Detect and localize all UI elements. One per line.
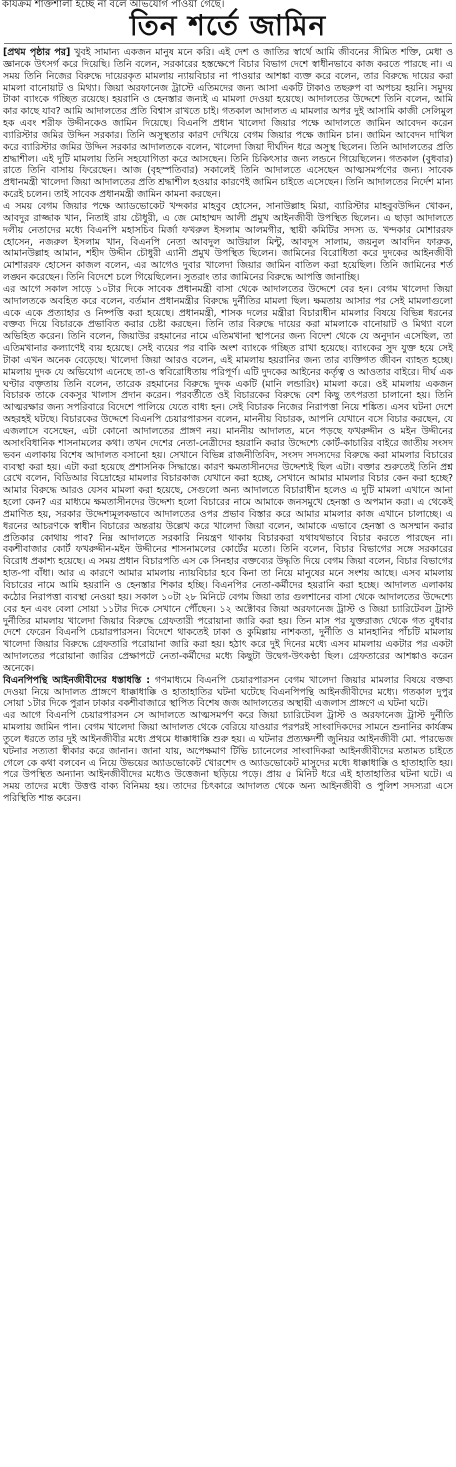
previous-article-snippet: কাযক্রম শাক্তশালী হচ্ছে না বলে অভিযোগ পাওয়া গেছে। [2,0,225,9]
article-paragraph-3: এর আগে সকাল সাড়ে ১০টার দিকে সাবেক প্রধানমন্ত্রী বাসা থেকে আদালতের উদ্দেশে বের হন। বেগম খালেদা জিয়া আদালতকে অবহিত করে বলেন, বর্তমান প্রধানমন্ত্রীর বিরুদ্ধে দুর্নীতির মামলা ছিল। ক্ষমতায় আসার পর সেই মামলাগুলো একে একে প্রত্যাহার ও নিষ্পত্তি করা হয়েছে। প্রধানমন্ত্রী, শাসক দলের মন্ত্রীরা বিচারাধীন মামলার বিষয়ে বিভিন্ন ধরনের বক্তব্য দিয়ে বিচারকে প্রভাবিত করার চেষ্টা করছেন। তিনি তার বিরুদ্ধে দায়ের করা মামলাকে বানোয়াট ও মিথ্যা বলে অভিহিত করেন। তিনি বলেন, জিয়াউর রহমানের নামে এতিমখানা স্থাপনের জন্য বিদেশ থেকে যে অনুদান এসেছিল, তা এতিমখানার কল্যাণেই ব্যয় হয়েছে। সেই ব্যয়ের পর বাকি অংশ ব্যাংকে গচ্ছিত রাখা হয়েছে। ব্যাংকের সুদ যুক্ত হয়ে সেই টাকা এখন অনেক বেড়েছে। খালেদা জিয়া আরও বলেন, এই মামলায় হয়রানির জন্য তার ব্যক্তিগত জীবন ব্যাহত হচ্ছে। মামলায় দুদক যে অভিযোগ এনেছে তা-ও স্ববিরোধিতায় পরিপূর্ণ। এটি দুদকের আইনের কর্তৃত্ব ও আওতার বাইরে। দীর্ঘ এক ঘণ্টার বক্তৃতায় তিনি বলেন, তারেক রহমানের বিরুদ্ধে দুদক একটি (মানি লন্ডারিং) মামলা করে। ওই মামলায় একজন বিচারক তাকে বেকসুর খালাস প্রদান করেন। পরবর্তীতে ওই বিচারকের বিরুদ্ধে বেশ কিছু তৎপরতা চালানো হয়। তিনি আত্মরক্ষার জন্য সপরিবারে বিদেশে পালিয়ে যেতে বাধ্য হন। সেই বিচারক নিজের নিরাপত্তা নিয়ে শঙ্কিত। এসব ঘটনা দেশে অহরহই ঘটছে। বিচারকের উদ্দেশে বিএনপি চেয়ারপারসন বলেন, মাননীয় বিচারক, আপনি যেখানে বসে বিচার করছেন, যে এজলাসে বসেছেন, এটা কোনো আদালতের প্রাঙ্গণ নয়। মাননীয় আদালত, মনে পড়ছে ফখরুদ্দীন ও মইন উদ্দীনের অসাংবিধানিক শাসনামলের কথা। তখন দেশের নেতা-নেত্রীদের হয়রানি করার উদ্দেশ্যে কোর্ট-কাচারির বাইরে জাতীয় সংসদ ভবন এলাকায় বিশেষ আদালত বসানো হয়। সেখানে বিভিন্ন রাজনীতিবিদ, সংসদ সদস্যদের বিরুদ্ধে করা মামলার বিচারের ব্যবস্থা করা হয়। এটা করা হয়েছে প্রশাসনিক সিদ্ধান্তে। কারণ ক্ষমতাসীনদের উদ্দেশ্যই ছিল এটা। বক্তার শুরুতেই তিনি প্রশ্ন রেখে বলেন, বিডিআর বিদ্রোহের মামলার বিচারকাজ যেখানে করা হচ্ছে, সেখানে আমার মামলার বিচার কেন করা হচ্ছে? আমার বিরুদ্ধে আরও যেসব মামলা করা হয়েছে, সেগুলো অন্য আদালতে বিচারাধীন হলেও এ দুটি মামলা এখানে আনা হলো কেন? এর মাধ্যমে ক্ষমতাসীনদের উদ্দেশ্য হলো বিচারের নামে আমাকে জনসমুখে হেনস্তা ও অপমান করা। এ থেকেই প্রমাণিত হয়, সরকার উদ্দেশ্যমূলকভাবে আদালতের ওপর প্রভাব বিস্তার করে আমার মামলার কাজ এখানে চালাচ্ছে। এ ধরনের আচরণকে স্বাধীন বিচারের অন্তরায় উল্লেখ করে খালেদা জিয়া বলেন, আমাকে এভাবে হেনস্তা ও অসম্মান করার প্রতিকার কোথায় পাব? নিম্ন আদালতে সরকারি নিয়ন্ত্রণ থাকায় বিচারকরা যথাযথভাবে বিচার করতে পারছেন না। বকশীবাজার কোর্ট ফখরুদ্দীন-মইন উদ্দীনের শাসনামলের কোর্টের মতো। তিনি বলেন, বিচার বিভাগের সঙ্গে সরকারের বিরোধ প্রকাশ্য হয়েছে। এ সময় প্রধান বিচারপতি এস কে সিনহার বক্তব্যের উদ্ধৃতি দিয়ে বেগম জিয়া বলেন, বিচার বিভাগের হাত-পা বাঁধা। আর এ কারণে আমার মামলায় ন্যায়বিচার হবে কিনা তা নিয়ে মানুষের মনে সংশয় আছে। এসব মামলায় বিচারের নামে আমি হয়রানি ও হেনস্তার শিকার হচ্ছি। বিএনপির নেতা-কর্মীদের হয়রানি করা হচ্ছে। আদালত এলাকায় কঠোর নিরাপত্তা ব্যবস্থা নেওয়া হয়। সকাল ১০টা ২৮ মিনিটে বেগম জিয়া তার গুলশানের বাসা থেকে আদালতের উদ্দেশ্যে বের হন এবং বেলা সোয়া ১১টার দিকে সেখানে পৌঁছেন। ১২ অক্টোবর জিয়া অরফানেজ ট্রাস্ট ও জিয়া চ্যারিটেবল ট্রাস্ট দুর্নীতির মামলায় খালেদা জিয়ার বিরুদ্ধে গ্রেফতারী পরোয়ানা জারি করা হয়। তিন মাস পর যুক্তরাজ্য থেকে গত বুধবার দেশে ফেরেন বিএনপি চেয়ারপারসন। বিদেশে থাকতেই ঢাকা ও কুমিল্লায় নাশকতা, দুর্নীতি ও মানহানির পাঁচটি মামলায় খালেদা জিয়ার বিরুদ্ধে গ্রেফতারি পরোয়ানা জারি করা হয়। হঠাৎ করে দুই দিনের মধ্যে এসব মামলায় একটার পর একটা আদালতের পরোয়ানা জারির প্রেক্ষাপটে নেতা-কর্মীদের মধ্যে কিছুটা উদ্বেগ-উৎকণ্ঠা ছিল। গ্রেফতারের আশঙ্কাও করেন অনেকে। [3,283,453,674]
article-body [0,44,456,805]
paragraph-text: গণমাধ্যমে বিএনপি চেয়ারপারসন বেগম খালেদা জিয়ার মামলার বিষয়ে বক্তব্য দেওয়া নিয়ে আদালত প্রাঙ্গণে ধাক্কাধাক্কি ও হাতাহাতির ঘটনা ঘটেছে বিএনপিপন্থি আইনজীবীদের মধ্যে। গতকাল দুপুর সোয়া ১টার দিকে পুরান ঢাকার বকশীবাজারে স্থাপিত বিশেষ জজ আদালতের অস্থায়ী এজলাস প্রাঙ্গণে এ ঘটনা ঘটে। [3,674,453,710]
continuation-tag: [প্রথম পৃষ্ঠার পর] [3,47,71,58]
article-paragraph-2: এ সময় বেগম জিয়ার পক্ষে অ্যাডভোকেট খন্দকার মাহবুব হোসেন, সানাউল্লাহ মিয়া, ব্যারিস্টার মাহবুবউদ্দিন খোকন, আবদুর রাজ্জাক খান, নিতাই রায় চৌধুরী, এ জে মোহাম্মদ আলী প্রমুখ আইনজীবী উপস্থিত ছিলেন। এ ছাড়া আদালতে দলীয় নেতাদের মধ্যে বিএনপি মহাসচিব মির্জা ফখরুল ইসলাম আলমগীর, স্থায়ী কমিটির সদস্য ড. খন্দকার মোশাররফ হোসেন, নজরুল ইসলাম খান, বিএনপি নেতা আবদুল আউয়াল মিন্টু, আবদুস সালাম, জয়নুল আবদিন ফারুক, আমানউল্লাহ আমান, শহীদ উদ্দীন চৌধুরী এ্যানী প্রমুখ উপস্থিত ছিলেন। জামিনের বিরোধিতা করে দুদকের আইনজীবী মোশাররফ হোসেন কাজল বলেন, এর আগেও দুবার খালেদা জিয়ার জামিন বাতিল করা হয়েছিল। তিনি জামিনের শর্ত লঙ্ঘন করেছেন। তিনি বিদেশে চলে গিয়েছিলেন। সুতরাং তার জামিনের বিরুদ্ধে আপত্তি জানাচ্ছি। [3,200,453,284]
subheading: বিএনপিপন্থি আইনজীবীদের ধস্তাধস্তি : [3,674,151,686]
article-paragraph-5: এর আগে বিএনপি চেয়ারপারসন সে আদালতে আত্মসমর্পণ করে জিয়া চ্যারিটেবল ট্রাস্ট ও অরফানেজ ট্রাস্ট দুর্নীতি মামলায় জামিন পান। বেগম খালেদা জিয়া আদালত থেকে বেরিয়ে যাওয়ার পরপরই সাংবাদিকদের সামনে শুনানির কার্যক্রম তুলে ধরতে তার দুই আইনজীবীর মধ্যে প্রথমে ধাক্কাধাক্কি শুরু হয়। এ ঘটনার প্রত্যক্ষদর্শী জুনিয়র আইনজীবী মো. পারভেজ ঘটনার সত্যতা স্বীকার করে জানান। জানা যায়, অপেক্ষমাণ টিভি চ্যানেলের সাংবাদিকরা আইনজীবীদের মতামত চাইতে গেলে কে কথা বলবেন এ নিয়ে উভয়ের অ্যাডভোকেট খোরশেদ ও অ্যাডভোকেট মাসুদের মধ্যে ধাক্কাধাক্কি ও হাতাহাতি হয়। পরে উপস্থিত অন্যান্য আইনজীবীদের মধ্যেও উত্তেজনা ছড়িয়ে পড়ে। প্রায় ৫ মিনিট ধরে এই হাতাহাতির ঘটনা ঘটে। এ সময় তাদের মধ্যে উত্তপ্ত বাক্য বিনিময় হয়। তাদের চিৎকারে আদালত থেকে অন্য আইনজীবী ও পুলিশ সদস্যরা এসে পরিস্থিতি শান্ত করেন। [3,710,453,805]
headline: তিন শর্তে জামিন [4,9,452,44]
article-paragraph-4 [3,675,453,711]
paragraph-text: খুবই সামান্য একজন মানুষ মনে করি। এই দেশ ও জাতির স্বার্থে আমি জীবনের সীমিত শক্তি, মেধা ও জ্ঞানকে উৎসর্গ করে দিয়েছি। তিনি বলেন, সরকারের হস্তক্ষেপে বিচার বিভাগ দেশে স্বাধীনভাবে কাজ করতে পারছে না। এ সময় তিনি নিজের বিরুদ্ধে দায়েরকৃত মামলায় ন্যায়বিচার না পাওয়ার আশঙ্কা ব্যক্ত করে বলেন, তার বিরুদ্ধে দায়ের করা মামলা বানোয়াট ও মিথ্যা। জিয়া অরফানেজ ট্রাস্টে এতিমদের জন্য আসা একটি টাকাও তছরুপ বা অপচয় হয়নি। সমুদয় টাকা ব্যাংকে গচ্ছিত রয়েছে। হয়রানি ও হেনস্তার জন্যই এ মামলা দেওয়া হয়েছে। আদালতের উদ্দেশে তিনি বলেন, আমি কার কাছে যাব? আমি আদালতের প্রতি বিশ্বাস রাখতে চাই। গতকাল আদালত এ মামলার অপর দুই আসামি কাজী সেলিমুল হক এবং শরীফ উদ্দীনকেও জামিন দিয়েছে। বিএনপি প্রধান খালেদা জিয়ার পক্ষে আদালতে জামিন আবেদন করেন ব্যারিস্টার জমির উদ্দিন সরকার। তিনি অসুস্থতার কারণ দেখিয়ে বেগম জিয়ার পক্ষে জামিন চান। জামিন আবেদন দাখিল করে ব্যারিস্টার জমির উদ্দিন সরকার আদালতকে বলেন, খালেদা জিয়া দীর্ঘদিন ধরে অসুস্থ ছিলেন। তিনি আদালতের প্রতি শ্রদ্ধাশীল। এই দুটি মামলায় তিনি সহযোগিতা করে আসছেন। তিনি চিকিৎসার জন্য লন্ডনে গিয়েছিলেন। গতকাল (বুধবার) রাতে তিনি বাসায় ফিরেছেন। আজ (বৃহস্পতিবার) সকালেই তিনি আদালতে এসেছেন আত্মসমর্পণের জন্য। সাবেক প্রধানমন্ত্রী খালেদা জিয়া আদালতের প্রতি শ্রদ্ধাশীল হওয়ার কারণেই জামিন চাইতে এসেছেন। তিনি আদালতের নির্দেশ মান্য করেই চলেন। তাই সাবেক প্রধানমন্ত্রী জামিন কামনা করছেন। [3,47,453,201]
article-paragraph-1 [3,47,453,201]
